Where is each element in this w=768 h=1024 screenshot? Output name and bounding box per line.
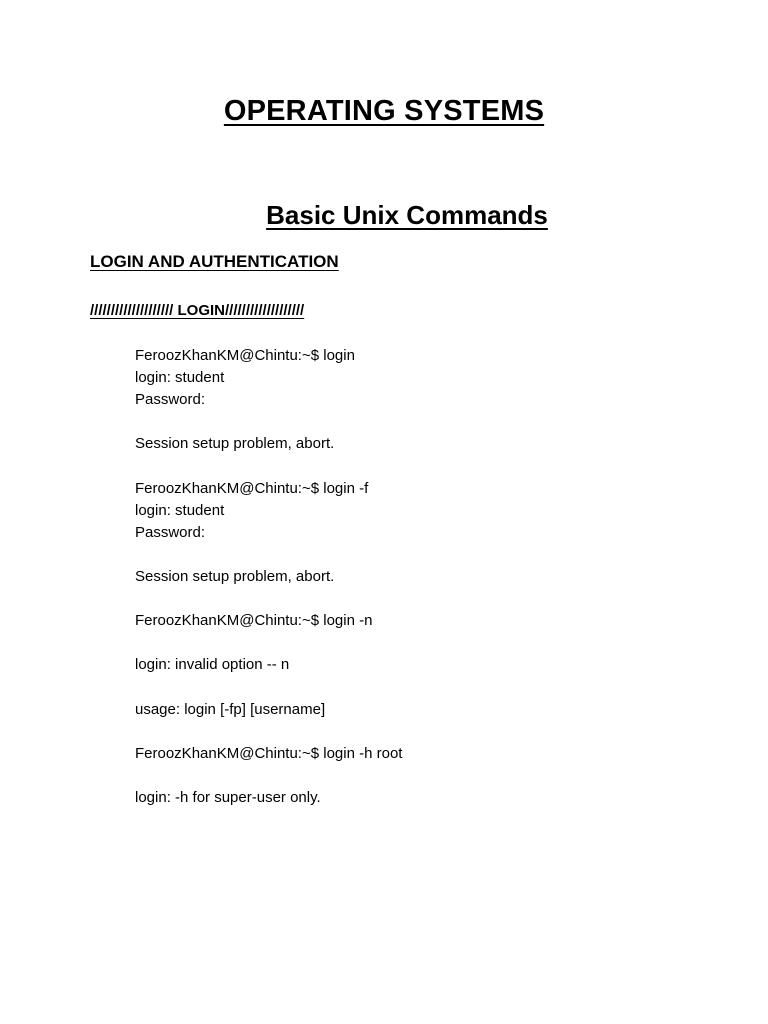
terminal-transcript (135, 345, 695, 809)
transcript-line: FeroozKhanKM@Chintu:~$ login (135, 347, 355, 364)
transcript-line: Password: (135, 391, 206, 409)
transcript-line (135, 455, 695, 477)
transcript-line: FeroozKhanKM@Chintu:~$ login -f (135, 479, 369, 497)
divider-heading: //////////////////// LOGIN/////////////////// (90, 302, 305, 319)
transcript-line: Session setup problem, abort. (135, 567, 335, 585)
transcript-line: login: -h for super-user only. (135, 788, 321, 806)
transcript-line: login: student (135, 501, 225, 519)
transcript-line: Password: (135, 523, 206, 541)
transcript-line (135, 721, 695, 743)
transcript-line: login: invalid option -- n (135, 656, 290, 674)
transcript-line (135, 632, 695, 654)
transcript-line (135, 588, 695, 610)
transcript-line (135, 544, 695, 566)
transcript-line: login: student (135, 369, 225, 387)
transcript-line: Session setup problem, abort. (135, 435, 335, 453)
page-title: OPERATING SYSTEMS (223, 95, 545, 127)
transcript-line (135, 765, 695, 787)
transcript-line: usage: login [-fp] [username] (135, 700, 326, 718)
document-subtitle: Basic Unix Commands (266, 200, 548, 230)
transcript-line: FeroozKhanKM@Chintu:~$ login -n (135, 612, 373, 630)
transcript-line (135, 676, 695, 698)
section-heading: LOGIN AND AUTHENTICATION (90, 252, 339, 271)
transcript-line: FeroozKhanKM@Chintu:~$ login -h root (135, 744, 403, 762)
transcript-line (135, 411, 695, 433)
